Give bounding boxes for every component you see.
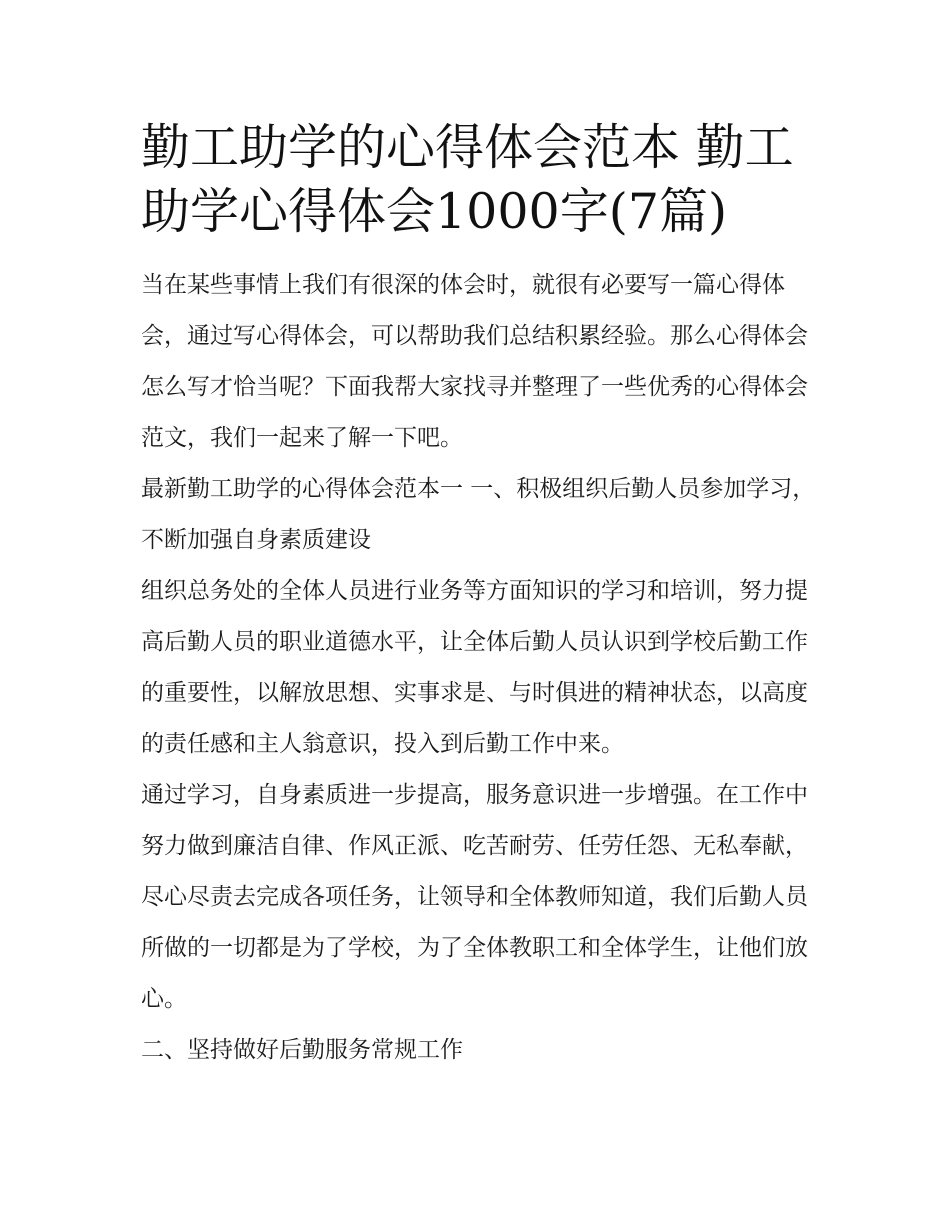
body-paragraph: 组织总务处的全体人员进行业务等方面知识的学习和培训，努力提高后勤人员的职业道德水平，让全体后勤人员认识到学校后勤工作的重要性，以解放思想、实事求是、与时俱进的精神状态，以高度的责任感和主人翁意识，投入到后勤工作中来。 [141,578,808,757]
section-heading-2: 二、坚持做好后勤服务常规工作 [141,1037,463,1063]
intro-paragraph: 当在某些事情上我们有很深的体会时，就很有必要写一篇心得体会，通过写心得体会，可以帮助我们总结积累经验。那么心得体会怎么写才恰当呢？下面我帮大家找寻并整理了一些优秀的心得体会范文，我们一起来了解一下吧。 [141,272,808,451]
document-title: 勤工助学的心得体会范本 勤工助学心得体会1000字(7篇) [141,119,794,240]
document-content [141,116,821,1076]
section-heading-1: 最新勤工助学的心得体会范本一 一、积极组织后勤人员参加学习，不断加强自身素质建设 [141,476,816,553]
body-paragraph: 通过学习，自身素质进一步提高，服务意识进一步增强。在工作中努力做到廉洁自律、作风正派、吃苦耐劳、任劳任怨、无私奉献，尽心尽责去完成各项任务，让领导和全体教师知道，我们后勤人员所做的一切都是为了学校，为了全体教职工和全体学生，让他们放心。 [141,782,808,1012]
